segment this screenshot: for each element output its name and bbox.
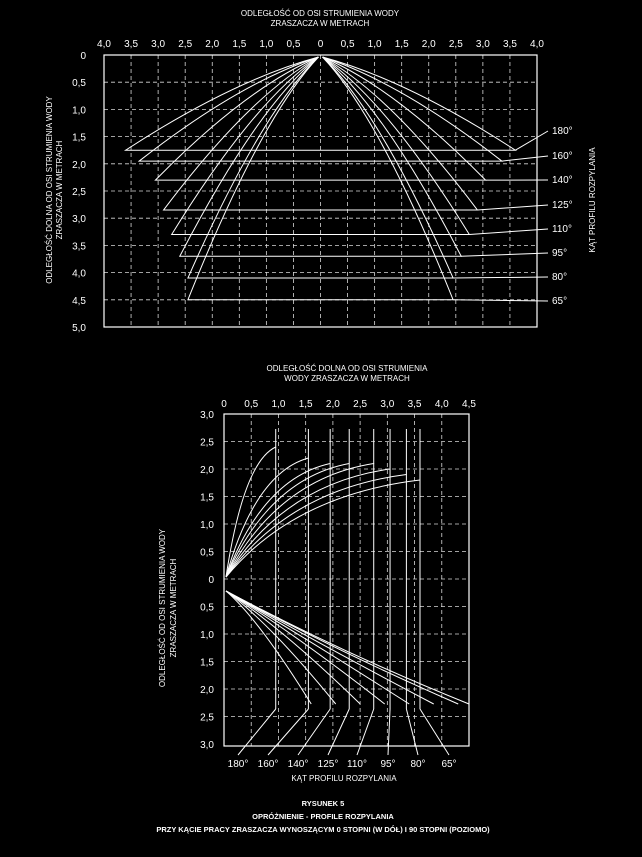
bottom-chart-y-ticks (200, 410, 214, 751)
top-chart-ylabel-line2: ZRASZACZA W METRACH (55, 140, 64, 240)
top-angle-label: 125° (552, 200, 573, 211)
bottom-angle-leader (388, 709, 390, 755)
figure-caption (156, 799, 490, 834)
top-x-tick: 3,0 (151, 39, 166, 50)
top-x-tick: 4,0 (530, 39, 544, 50)
bottom-chart-ylabel-line1: ODLEGŁOŚĆ OD OSI STRUMIENIA WODY (158, 528, 167, 688)
bottom-chart-ylabel-line2: ZRASZACZA W METRACH (169, 558, 178, 658)
bottom-lower-profile (226, 591, 469, 704)
top-x-tick: 1,5 (394, 39, 409, 50)
top-chart-title-line2: ZRASZACZA W METRACH (270, 19, 370, 28)
bottom-angle-label: 160° (257, 759, 279, 770)
bottom-chart-title-line2: WODY ZRASZACZA W METRACH (284, 374, 410, 383)
top-x-tick: 1,0 (259, 39, 274, 50)
bottom-angle-label: 65° (441, 759, 457, 770)
top-y-tick: 2,5 (72, 187, 86, 198)
bottom-upper-profile (226, 429, 374, 577)
bottom-chart-x-ticks (221, 399, 476, 410)
top-chart-angle-labels (552, 126, 573, 307)
bottom-chart-xlabel: KĄT PROFILU ROZPYLANIA (291, 774, 397, 783)
bottom-angle-leader (238, 709, 276, 755)
bottom-x-tick: 2,5 (353, 399, 368, 410)
bottom-x-tick: 3,5 (407, 399, 422, 410)
top-chart-x-ticks (97, 39, 544, 50)
bottom-lower-profile (226, 591, 409, 704)
top-y-tick: 2,0 (72, 159, 86, 171)
bottom-y-tick: 3,0 (200, 740, 214, 751)
bottom-x-tick: 2,0 (325, 399, 340, 410)
top-y-tick: 3,0 (72, 214, 86, 226)
top-chart-right-label: KĄT PROFILU ROZPYLANIA (588, 147, 597, 253)
bottom-y-tick: 1,5 (200, 492, 214, 504)
bottom-y-tick: 1,0 (200, 630, 214, 641)
top-chart-ylabel-line1: ODLEGŁOŚĆ DOLNA OD OSI STRUMIENIA WODY (45, 96, 54, 284)
bottom-x-tick: 1,0 (271, 399, 286, 410)
top-x-tick: 2,0 (205, 39, 220, 50)
bottom-x-tick: 0,5 (244, 399, 259, 410)
caption-line2: OPRÓŻNIENIE - PROFILE ROZPYLANIA (252, 812, 394, 821)
top-x-tick: 1,0 (367, 39, 382, 50)
top-angle-leader (515, 131, 548, 150)
bottom-y-tick: 0,5 (200, 602, 214, 614)
bottom-upper-profile (226, 429, 406, 577)
top-angle-label: 140° (552, 175, 573, 186)
top-y-tick: 0 (80, 51, 86, 62)
bottom-chart-profiles (226, 429, 469, 755)
top-y-tick: 4,0 (72, 268, 86, 280)
top-x-tick: 3,5 (502, 39, 517, 50)
top-angle-label: 160° (552, 151, 573, 162)
top-chart-grid (104, 55, 537, 327)
top-angle-leader (469, 229, 548, 235)
bottom-x-tick: 4,0 (434, 399, 449, 410)
top-x-tick: 0,5 (340, 39, 355, 50)
bottom-chart-angle-labels (228, 759, 457, 770)
bottom-angle-label: 110° (347, 759, 367, 770)
top-angle-label: 180° (552, 126, 573, 137)
top-y-tick: 4,5 (72, 295, 86, 307)
bottom-angle-label: 95° (380, 759, 396, 770)
top-x-tick: 0 (317, 39, 324, 50)
bottom-angle-label: 180° (227, 759, 249, 770)
bottom-x-tick: 4,5 (462, 399, 476, 410)
top-angle-leader (502, 156, 548, 161)
top-chart (45, 9, 597, 334)
bottom-x-tick: 0 (221, 399, 227, 410)
bottom-chart (158, 364, 476, 783)
top-angle-label: 65° (552, 296, 568, 307)
bottom-y-tick: 3,0 (200, 410, 214, 421)
top-x-tick: 1,5 (232, 39, 247, 50)
top-chart-profiles (126, 57, 548, 301)
top-x-tick: 2,5 (448, 39, 463, 50)
bottom-x-tick: 3,0 (380, 399, 395, 410)
bottom-y-tick: 0 (208, 575, 214, 586)
top-y-tick: 5,0 (72, 323, 86, 334)
top-x-tick: 2,0 (421, 39, 436, 50)
bottom-y-tick: 1,0 (200, 520, 214, 531)
top-angle-leader (453, 277, 548, 278)
bottom-y-tick: 2,5 (200, 437, 214, 449)
bottom-angle-label: 80° (410, 759, 426, 770)
top-y-tick: 3,5 (72, 241, 86, 253)
top-angle-leader (461, 253, 548, 256)
bottom-chart-title-line1: ODLEGŁOŚĆ DOLNA OD OSI STRUMIENIA (266, 364, 428, 373)
top-x-tick: 3,5 (124, 39, 139, 50)
bottom-angle-leader (357, 709, 374, 755)
bottom-angle-label: 140° (287, 759, 309, 770)
bottom-y-tick: 0,5 (200, 547, 214, 559)
bottom-y-tick: 2,0 (200, 685, 214, 696)
bottom-angle-label: 125° (317, 759, 339, 770)
caption-line1: RYSUNEK 5 (301, 799, 345, 808)
bottom-angle-leader (406, 709, 418, 755)
bottom-y-tick: 2,5 (200, 712, 214, 724)
bottom-y-tick: 1,5 (200, 657, 214, 669)
caption-line3: PRZY KĄCIE PRACY ZRASZACZA WYNOSZĄCYM 0 STOPNI (W DÓŁ) I 90 STOPNI (POZIOMO) (156, 825, 490, 834)
bottom-x-tick: 1,5 (298, 399, 313, 410)
top-x-tick: 3,0 (475, 39, 490, 50)
top-x-tick: 0,5 (286, 39, 301, 50)
top-angle-label: 95° (552, 248, 568, 259)
bottom-angle-leader (328, 709, 349, 755)
top-x-tick: 2,5 (178, 39, 193, 50)
bottom-upper-profile (226, 429, 420, 577)
top-x-tick: 4,0 (97, 39, 111, 50)
top-y-tick: 1,5 (72, 132, 86, 144)
top-y-tick: 0,5 (72, 78, 86, 90)
bottom-y-tick: 2,0 (200, 465, 214, 476)
top-chart-title-line1: ODLEGŁOŚĆ OD OSI STRUMIENIA WODY (240, 9, 400, 18)
top-chart-y-ticks (72, 51, 86, 334)
top-angle-label: 80° (552, 272, 568, 283)
bottom-angle-leader (420, 709, 449, 755)
top-angle-label: 110° (552, 224, 572, 235)
top-y-tick: 1,0 (72, 105, 86, 117)
